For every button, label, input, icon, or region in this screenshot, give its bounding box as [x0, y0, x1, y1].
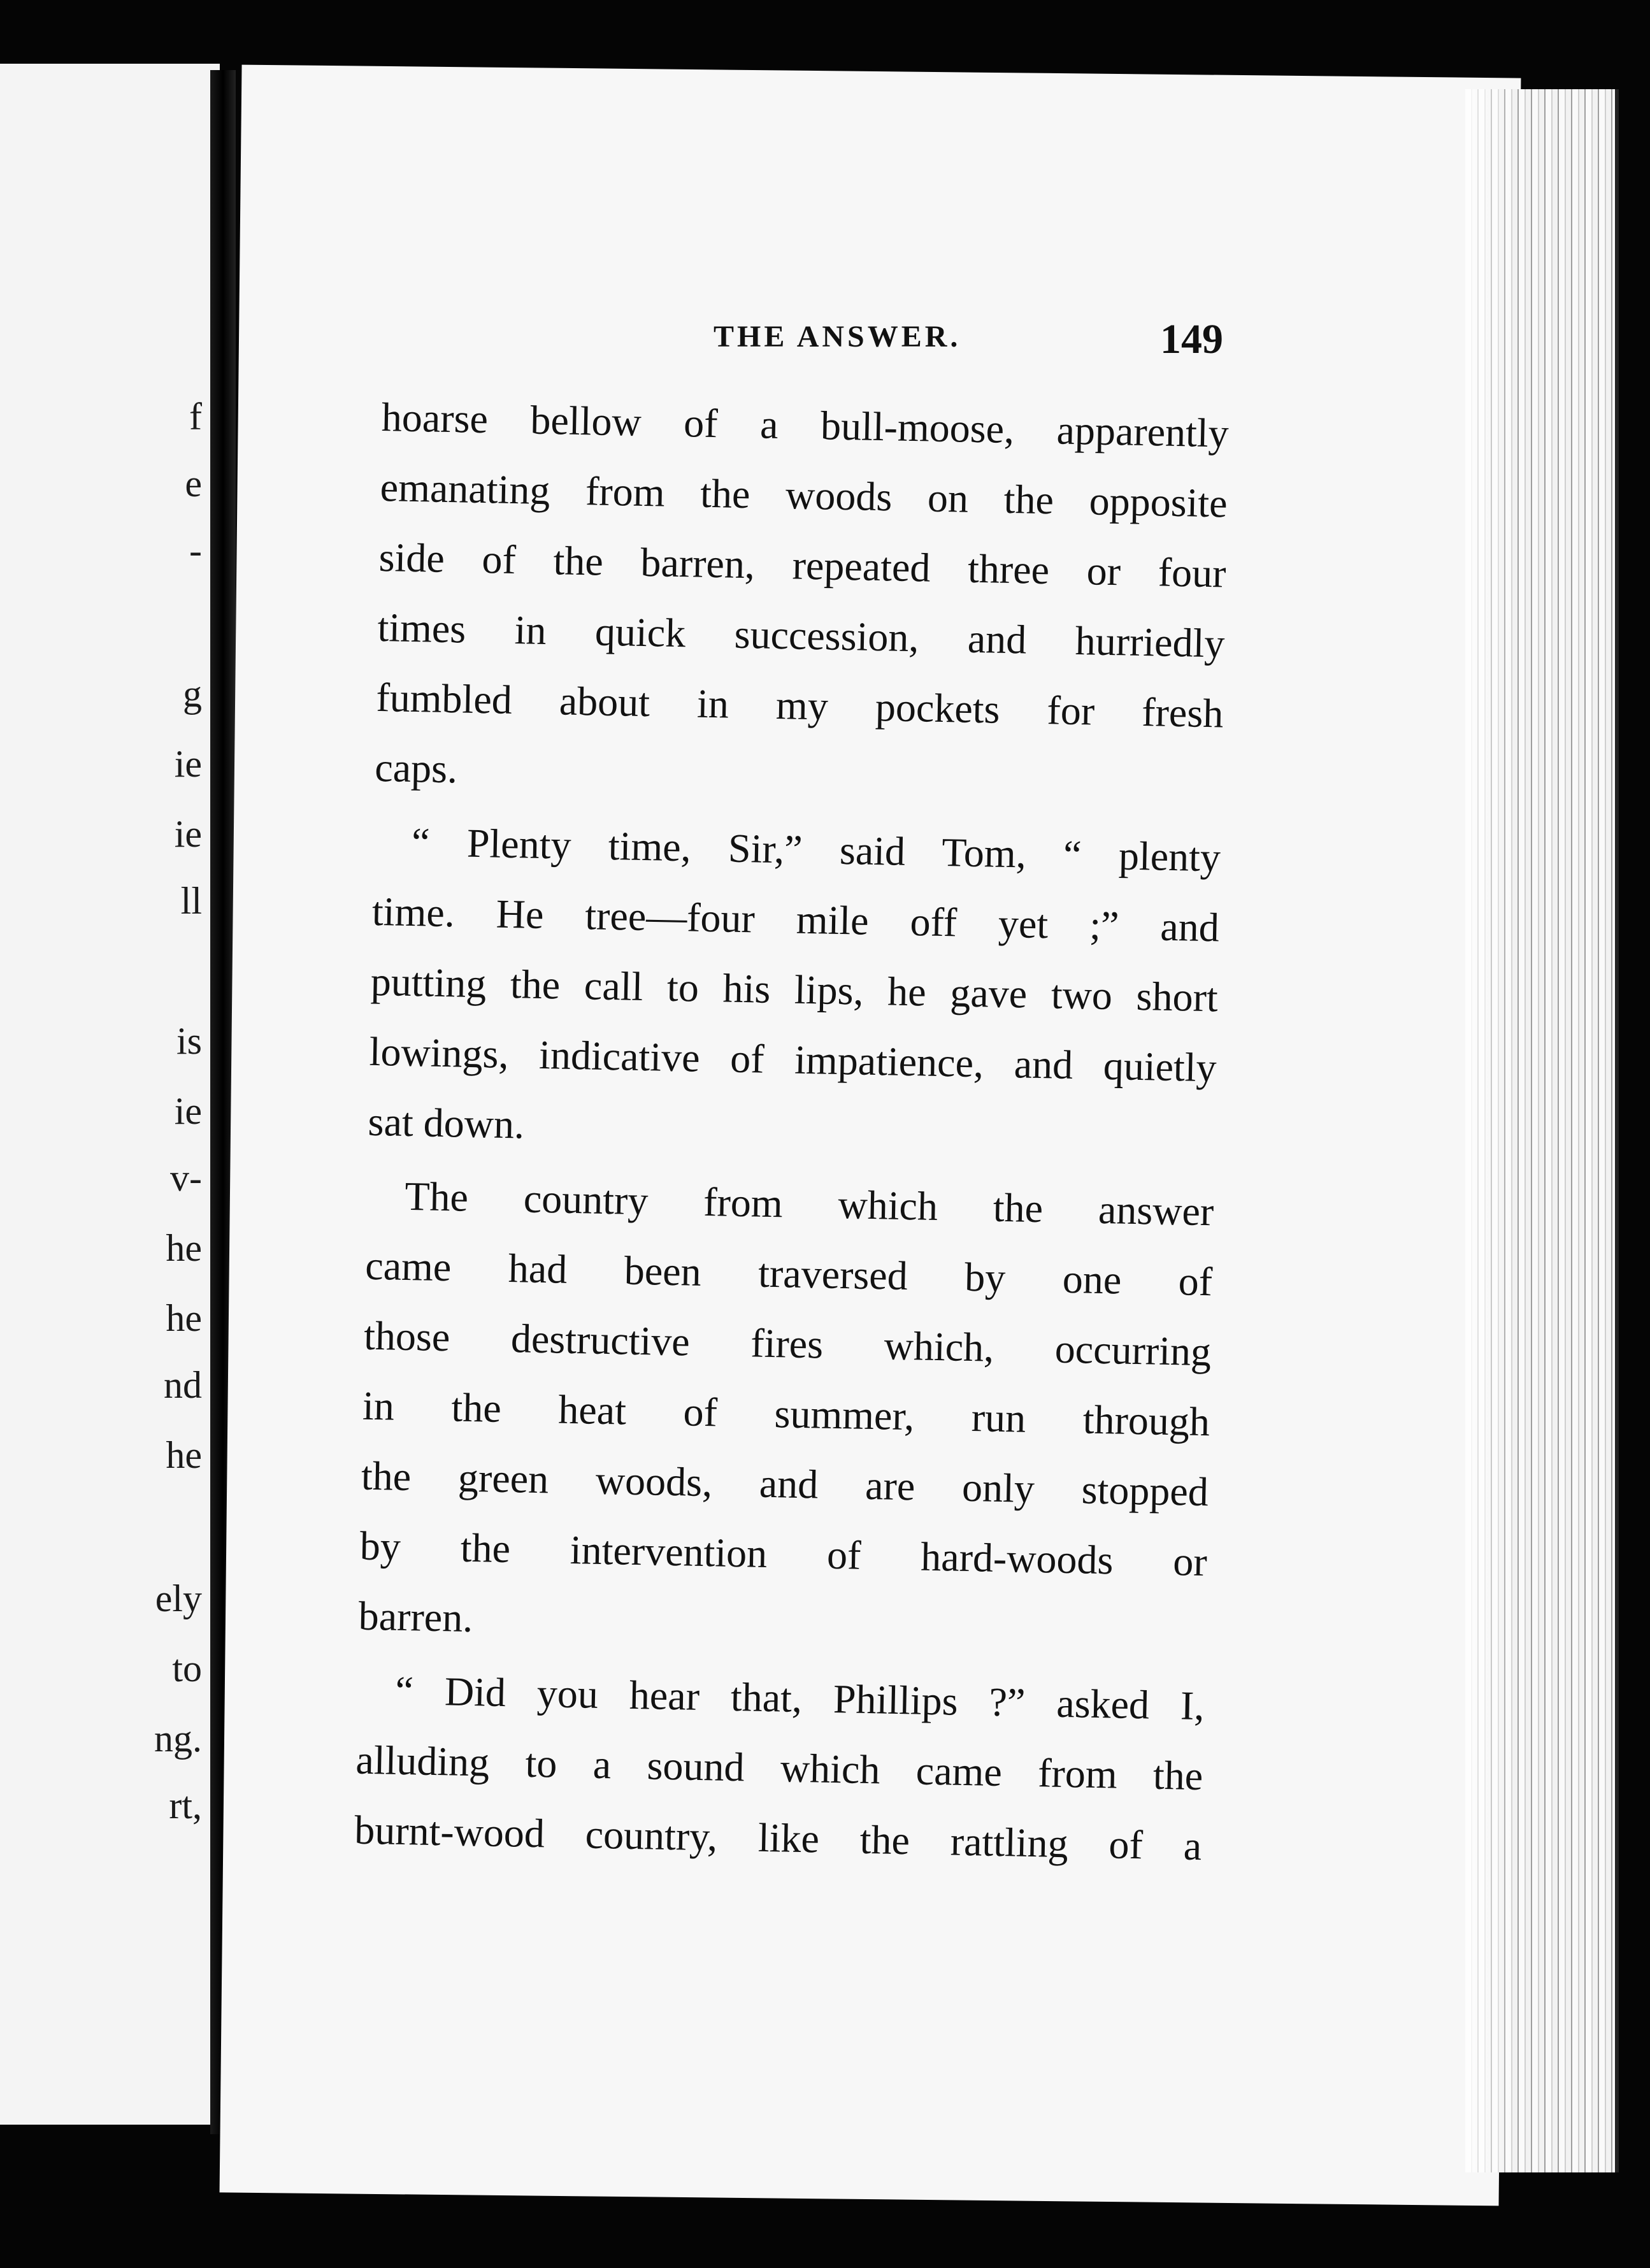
text-line: caps. [374, 744, 458, 792]
left-page-fragment: he [166, 1227, 202, 1269]
left-page-fragment: is [176, 1020, 202, 1062]
left-page-fragment: ely [155, 1577, 202, 1619]
left-page [0, 64, 220, 2125]
page-edge-shade [1465, 89, 1516, 2172]
paragraph [358, 1161, 1215, 1667]
text-line: by the intervention of hard-woods or [359, 1523, 1208, 1585]
paragraph [374, 382, 1229, 819]
text-line: barren. [358, 1593, 473, 1641]
body-text [354, 382, 1229, 1881]
left-page-fragment: ie [174, 813, 202, 855]
left-page-fragment: - [189, 529, 202, 571]
text-line: emanating from the woods on the opposite [380, 464, 1228, 526]
text-line: “ Plenty time, Sir,” said Tom, “ plenty [411, 819, 1221, 880]
text-line: sat down. [368, 1098, 525, 1147]
left-page-fragment: he [166, 1434, 202, 1476]
text-line: The country from which the answer [404, 1173, 1214, 1235]
left-page-fragment: ie [174, 743, 202, 785]
text-line: burnt-wood country, like the rattling of a [354, 1807, 1202, 1869]
left-page-fragment: ng. [154, 1718, 202, 1760]
text-line: fumbled about in my pockets for fresh [375, 674, 1224, 736]
left-page-fragment: rt, [169, 1784, 202, 1827]
running-head [714, 315, 1223, 366]
left-page-fragment: to [172, 1647, 202, 1690]
page-number: 149 [1160, 316, 1223, 362]
left-page-fragment: ll [180, 880, 202, 922]
text-line: in the heat of summer, run through [362, 1382, 1210, 1445]
paragraph [368, 807, 1221, 1173]
left-page-fragment: f [189, 396, 202, 438]
text-line: hoarse bellow of a bull-moose, apparently [381, 394, 1230, 456]
left-page-fragment: ie [174, 1090, 202, 1132]
text-line: “ Did you hear that, Phillips ?” asked I, [394, 1667, 1205, 1729]
text-line: side of the barren, repeated three or four [378, 534, 1227, 596]
left-page-fragment: nd [164, 1364, 202, 1406]
left-page-fragment: v- [170, 1157, 202, 1199]
text-line: alluding to a sound which came from the [355, 1737, 1203, 1799]
text-line: putting the call to his lips, he gave two short [370, 958, 1219, 1021]
text-line: came had been traversed by one of [364, 1242, 1213, 1305]
text-line: the green woods, and are only stopped [361, 1453, 1209, 1515]
left-page-fragment: e [185, 463, 202, 505]
left-page-fragment: he [166, 1297, 202, 1339]
text-line: lowings, indicative of impatience, and quietly [369, 1028, 1217, 1091]
text-line: times in quick succession, and hurriedly [377, 604, 1226, 666]
running-title: THE ANSWER. [714, 320, 961, 354]
text-line: those destructive fires which, occurring [363, 1312, 1212, 1375]
left-page-fragment: g [183, 673, 202, 715]
text-line: time. He tree—four mile off yet ;” and [371, 888, 1220, 951]
paragraph [354, 1655, 1205, 1881]
